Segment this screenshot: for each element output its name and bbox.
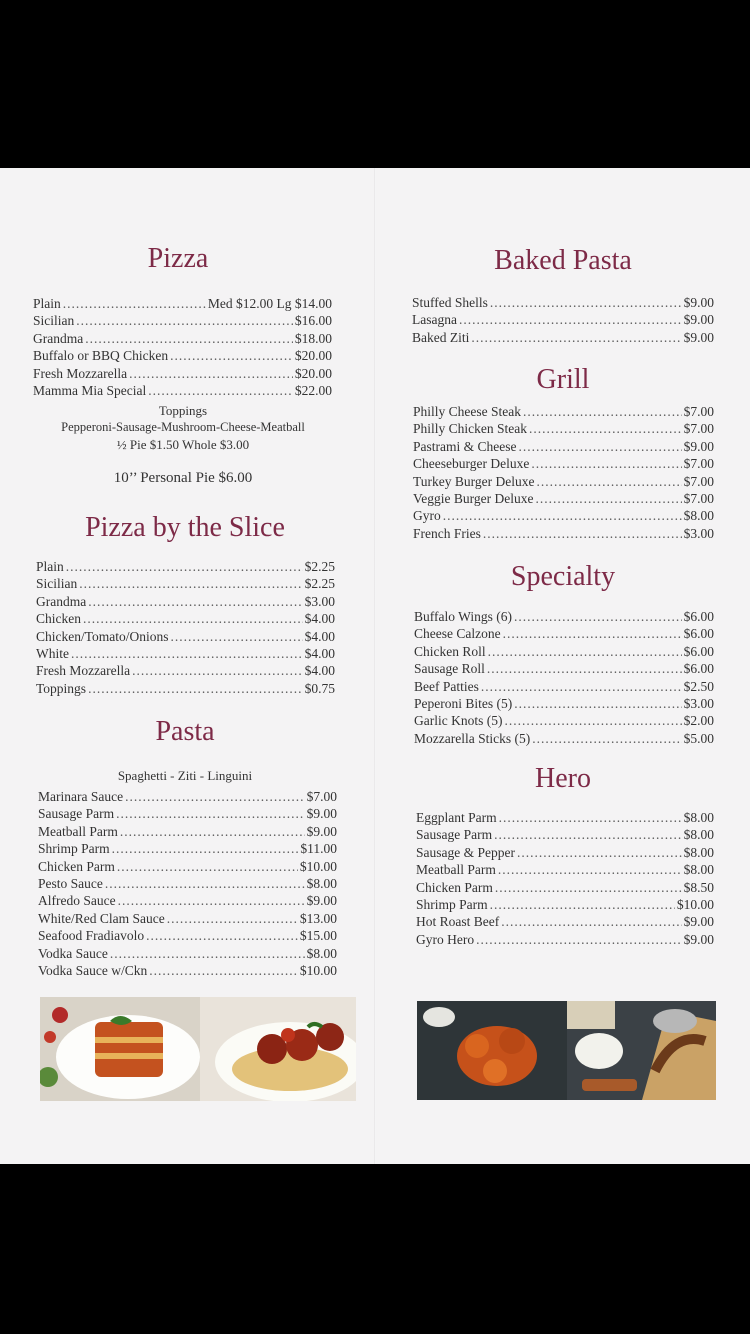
menu-item	[36, 610, 335, 627]
menu-item	[33, 347, 332, 364]
wings-gyro-photo	[417, 1001, 716, 1100]
menu-item-name: Veggie Burger Deluxe	[413, 490, 534, 506]
menu-item-price: $8.50	[683, 879, 714, 895]
menu-item-price: $6.00	[683, 609, 714, 624]
menu-item	[416, 913, 714, 930]
slice-list	[36, 558, 335, 697]
menu-item-name: Fresh Mozzarella	[33, 365, 128, 381]
menu-item-name: White	[36, 645, 69, 661]
dot-leader	[523, 403, 682, 420]
menu-item-name: Buffalo or BBQ Chicken	[33, 348, 169, 364]
menu-item	[414, 695, 714, 712]
menu-item-price: $7.00	[683, 473, 714, 489]
menu-item	[38, 945, 337, 962]
menu-item-name: Chicken	[36, 611, 81, 627]
menu-item-name: Toppings	[36, 680, 87, 696]
menu-item-price: $3.00	[683, 695, 714, 711]
menu-item-name: Hot Roast Beef	[416, 914, 500, 930]
menu-item	[413, 473, 714, 490]
menu-item-price: $6.00	[683, 643, 714, 659]
menu-item-price: $9.00	[306, 823, 337, 839]
dot-leader	[535, 490, 681, 507]
menu-item	[36, 593, 335, 610]
menu-item-price: $9.00	[683, 295, 714, 310]
menu-item-price: $22.00	[294, 382, 332, 398]
dot-leader	[518, 438, 681, 455]
specialty-heading: Specialty	[510, 561, 616, 592]
dot-leader	[495, 879, 682, 896]
menu-item	[36, 645, 335, 662]
dot-leader	[88, 680, 303, 697]
dot-leader	[170, 347, 293, 364]
dot-leader	[63, 295, 206, 312]
menu-item-name: Grandma	[36, 593, 87, 609]
menu-item-price: $5.00	[683, 730, 714, 746]
menu-item-price: $7.00	[683, 490, 714, 506]
dot-leader	[118, 892, 305, 909]
menu-item	[38, 892, 337, 909]
menu-item-name: Pastrami & Cheese	[413, 438, 517, 454]
menu-item	[412, 311, 714, 328]
menu-item-price: $20.00	[294, 348, 332, 364]
menu-item-name: Chicken/Tomato/Onions	[36, 628, 169, 644]
menu-item-name: Cheese Calzone	[414, 626, 501, 642]
menu-item-price: $2.00	[683, 713, 714, 729]
menu-item-price: $9.00	[683, 312, 714, 328]
menu-item-price: $13.00	[299, 910, 337, 926]
menu-item-name: Chicken Roll	[414, 643, 486, 659]
menu-item-name: Alfredo Sauce	[38, 893, 116, 909]
toppings-price: ½ Pie $1.50 Whole $3.00	[116, 437, 250, 452]
dot-leader	[481, 678, 682, 695]
specialty-list	[414, 608, 714, 747]
dot-leader	[499, 809, 682, 826]
menu-item	[33, 312, 332, 329]
menu-item	[416, 931, 714, 948]
menu-item-price: $8.00	[683, 844, 714, 860]
menu-item-name: Philly Chicken Steak	[413, 421, 527, 437]
pasta-subtitle: Spaghetti - Ziti - Linguini	[117, 768, 253, 783]
menu-item	[33, 365, 332, 382]
menu-item	[414, 730, 714, 747]
top-black-band	[0, 0, 750, 168]
dot-leader	[514, 608, 682, 625]
menu-item-price: $9.00	[306, 893, 337, 909]
dot-leader	[149, 962, 298, 979]
menu-item-name: Seafood Fradiavolo	[38, 928, 145, 944]
menu-item-price: $11.00	[300, 841, 337, 857]
menu-item-name: Chicken Parm	[416, 879, 493, 895]
menu-item-name: Sausage Parm	[416, 827, 493, 843]
menu-item	[38, 823, 337, 840]
dot-leader	[105, 875, 305, 892]
menu-item-name: White/Red Clam Sauce	[38, 910, 165, 926]
menu-item-name: Philly Cheese Steak	[413, 404, 521, 419]
menu-item-name: Sicilian	[36, 576, 78, 592]
menu-item-price: $2.50	[683, 678, 714, 694]
dot-leader	[504, 712, 681, 729]
dot-leader	[66, 558, 303, 575]
menu-item-name: Lasagna	[412, 312, 457, 328]
menu-item-price: $3.00	[683, 525, 714, 541]
menu-item	[416, 896, 714, 913]
dot-leader	[85, 330, 293, 347]
dot-leader	[120, 823, 305, 840]
dot-leader	[112, 840, 299, 857]
menu-item-price: $18.00	[294, 330, 332, 346]
dot-leader	[171, 628, 303, 645]
menu-item-price: $7.00	[683, 421, 714, 437]
menu-item	[36, 558, 335, 575]
menu-item	[414, 625, 714, 642]
menu-item-price: $6.00	[683, 626, 714, 642]
menu-item-price: $8.00	[683, 827, 714, 843]
menu-item-price: $8.00	[306, 945, 337, 961]
dot-leader	[483, 525, 682, 542]
pizza-list	[33, 295, 332, 399]
menu-item	[413, 525, 714, 542]
dot-leader	[132, 662, 303, 679]
grill-list	[413, 403, 714, 542]
dot-leader	[71, 645, 303, 662]
menu-item-price: $9.00	[306, 806, 337, 822]
menu-item	[413, 507, 714, 524]
toppings-list: Pepperoni-Sausage-Mushroom-Cheese-Meatball	[61, 420, 305, 434]
dot-leader	[116, 805, 305, 822]
menu-item	[414, 712, 714, 729]
dot-leader	[490, 294, 682, 311]
menu-item	[33, 330, 332, 347]
dot-leader	[490, 896, 675, 913]
dot-leader	[531, 455, 681, 472]
menu-item-name: Fresh Mozzarella	[36, 663, 131, 679]
baked-pasta-list	[412, 294, 714, 346]
menu-item-name: Buffalo Wings (6)	[414, 609, 512, 624]
menu-item-name: Cheeseburger Deluxe	[413, 456, 530, 472]
menu-item-price: $4.00	[304, 628, 335, 644]
menu-item	[414, 608, 714, 625]
menu-item-price: $4.00	[304, 611, 335, 627]
grill-heading: Grill	[536, 364, 590, 395]
menu-item	[36, 628, 335, 645]
dot-leader	[167, 910, 298, 927]
menu-item-name: Vodka Sauce	[38, 945, 108, 961]
dot-leader	[459, 311, 682, 328]
menu-item	[36, 680, 335, 697]
menu-item-price: $0.75	[304, 680, 335, 696]
menu-item-name: Chicken Parm	[38, 858, 115, 874]
menu-item	[413, 490, 714, 507]
menu-item-name: Meatball Parm	[38, 823, 118, 839]
menu-item-name: Meatball Parm	[416, 862, 496, 878]
menu-item	[416, 809, 714, 826]
dot-leader	[488, 643, 682, 660]
slice-heading: Pizza by the Slice	[85, 512, 285, 543]
dot-leader	[503, 625, 682, 642]
menu-item-name: Plain	[36, 559, 64, 574]
dot-leader	[498, 861, 682, 878]
menu-item-name: Shrimp Parm	[416, 896, 488, 912]
menu-item	[38, 875, 337, 892]
menu-item	[412, 294, 714, 311]
menu-item	[38, 788, 337, 805]
dot-leader	[83, 610, 303, 627]
menu-item-price: $20.00	[294, 365, 332, 381]
menu-item-name: French Fries	[413, 525, 481, 541]
menu-item-name: Mamma Mia Special	[33, 382, 147, 398]
dot-leader	[148, 382, 293, 399]
menu-item-price: $9.00	[683, 914, 714, 930]
menu-item-price: $8.00	[683, 862, 714, 878]
menu-item-price: $10.00	[676, 896, 714, 912]
pasta-heading: Pasta	[155, 716, 215, 747]
menu-item	[36, 575, 335, 592]
dot-leader	[88, 593, 302, 610]
menu-item-name: Baked Ziti	[412, 329, 470, 345]
baked-pasta-heading: Baked Pasta	[494, 245, 632, 276]
menu-item-price: $10.00	[299, 962, 337, 978]
menu-item	[33, 382, 332, 399]
dot-leader	[443, 507, 682, 524]
menu-item	[413, 403, 714, 420]
dot-leader	[129, 365, 293, 382]
menu-item-name: Gyro Hero	[416, 931, 475, 947]
menu-item-name: Marinara Sauce	[38, 789, 124, 804]
dot-leader	[471, 329, 681, 346]
menu-item	[414, 643, 714, 660]
dot-leader	[494, 826, 682, 843]
dot-leader	[125, 788, 305, 805]
menu-item-price: $8.00	[306, 875, 337, 891]
menu-item	[416, 844, 714, 861]
menu-item	[416, 861, 714, 878]
menu-item-name: Plain	[33, 296, 61, 311]
menu-item-name: Peperoni Bites (5)	[414, 695, 513, 711]
menu-item	[38, 910, 337, 927]
menu-item	[416, 879, 714, 896]
dot-leader	[76, 312, 293, 329]
toppings-title: Toppings	[158, 403, 208, 418]
menu-item	[38, 927, 337, 944]
hero-list	[416, 809, 714, 948]
dot-leader	[79, 575, 302, 592]
menu-item-price: $15.00	[299, 928, 337, 944]
menu-item-name: Vodka Sauce w/Ckn	[38, 962, 148, 978]
menu-item-price: $10.00	[299, 858, 337, 874]
menu-item-price: $9.00	[683, 438, 714, 454]
menu-item-price: $16.00	[294, 313, 332, 329]
menu-item	[414, 678, 714, 695]
menu-page	[0, 168, 750, 1164]
menu-item	[36, 662, 335, 679]
dot-leader	[501, 913, 681, 930]
menu-item	[413, 455, 714, 472]
menu-item-price: $8.00	[683, 810, 714, 825]
menu-item-name: Shrimp Parm	[38, 841, 110, 857]
menu-item	[38, 962, 337, 979]
dot-leader	[476, 931, 682, 948]
menu-item-price: $6.00	[683, 661, 714, 677]
dot-leader	[532, 730, 681, 747]
menu-item	[414, 660, 714, 677]
menu-item-name: Sausage & Pepper	[416, 844, 515, 860]
menu-item-price: $9.00	[683, 931, 714, 947]
menu-item	[38, 805, 337, 822]
dot-leader	[537, 473, 682, 490]
dot-leader	[110, 945, 305, 962]
personal-pie: 10’’ Personal Pie $6.00	[113, 470, 253, 486]
hero-heading: Hero	[535, 763, 591, 794]
menu-item-price: $4.00	[304, 663, 335, 679]
menu-item-name: Sausage Roll	[414, 661, 485, 677]
menu-item	[38, 840, 337, 857]
menu-item-name: Beef Patties	[414, 678, 479, 694]
menu-item	[412, 329, 714, 346]
menu-item-price: $2.25	[304, 559, 335, 574]
menu-item-price: $4.00	[304, 645, 335, 661]
menu-item	[413, 420, 714, 437]
menu-item-name: Grandma	[33, 330, 84, 346]
menu-item-price: Med $12.00 Lg $14.00	[207, 296, 332, 311]
menu-item-price: $8.00	[683, 508, 714, 524]
pasta-list	[38, 788, 337, 979]
menu-item-price: $9.00	[683, 329, 714, 345]
menu-item-name: Stuffed Shells	[412, 295, 488, 310]
dot-leader	[514, 695, 681, 712]
dot-leader	[487, 660, 682, 677]
menu-item	[413, 438, 714, 455]
bottom-black-band	[0, 1164, 750, 1334]
menu-item	[38, 858, 337, 875]
dot-leader	[529, 420, 682, 437]
dot-leader	[146, 927, 298, 944]
menu-item-price: $3.00	[304, 593, 335, 609]
lasagna-spaghetti-photo	[40, 997, 356, 1101]
menu-item-name: Turkey Burger Deluxe	[413, 473, 535, 489]
menu-item-name: Gyro	[413, 508, 441, 524]
menu-item-name: Eggplant Parm	[416, 810, 497, 825]
menu-item-price: $7.00	[306, 789, 337, 804]
menu-item-name: Pesto Sauce	[38, 875, 103, 891]
menu-item-name: Sicilian	[33, 313, 75, 329]
menu-item-price: $7.00	[683, 404, 714, 419]
menu-item-name: Sausage Parm	[38, 806, 115, 822]
menu-item-price: $7.00	[683, 456, 714, 472]
menu-item-price: $2.25	[304, 576, 335, 592]
menu-item-name: Mozzarella Sticks (5)	[414, 730, 531, 746]
dot-leader	[117, 858, 298, 875]
menu-item	[416, 826, 714, 843]
menu-item-name: Garlic Knots (5)	[414, 713, 503, 729]
pizza-heading: Pizza	[147, 243, 209, 274]
menu-item	[33, 295, 332, 312]
dot-leader	[517, 844, 682, 861]
